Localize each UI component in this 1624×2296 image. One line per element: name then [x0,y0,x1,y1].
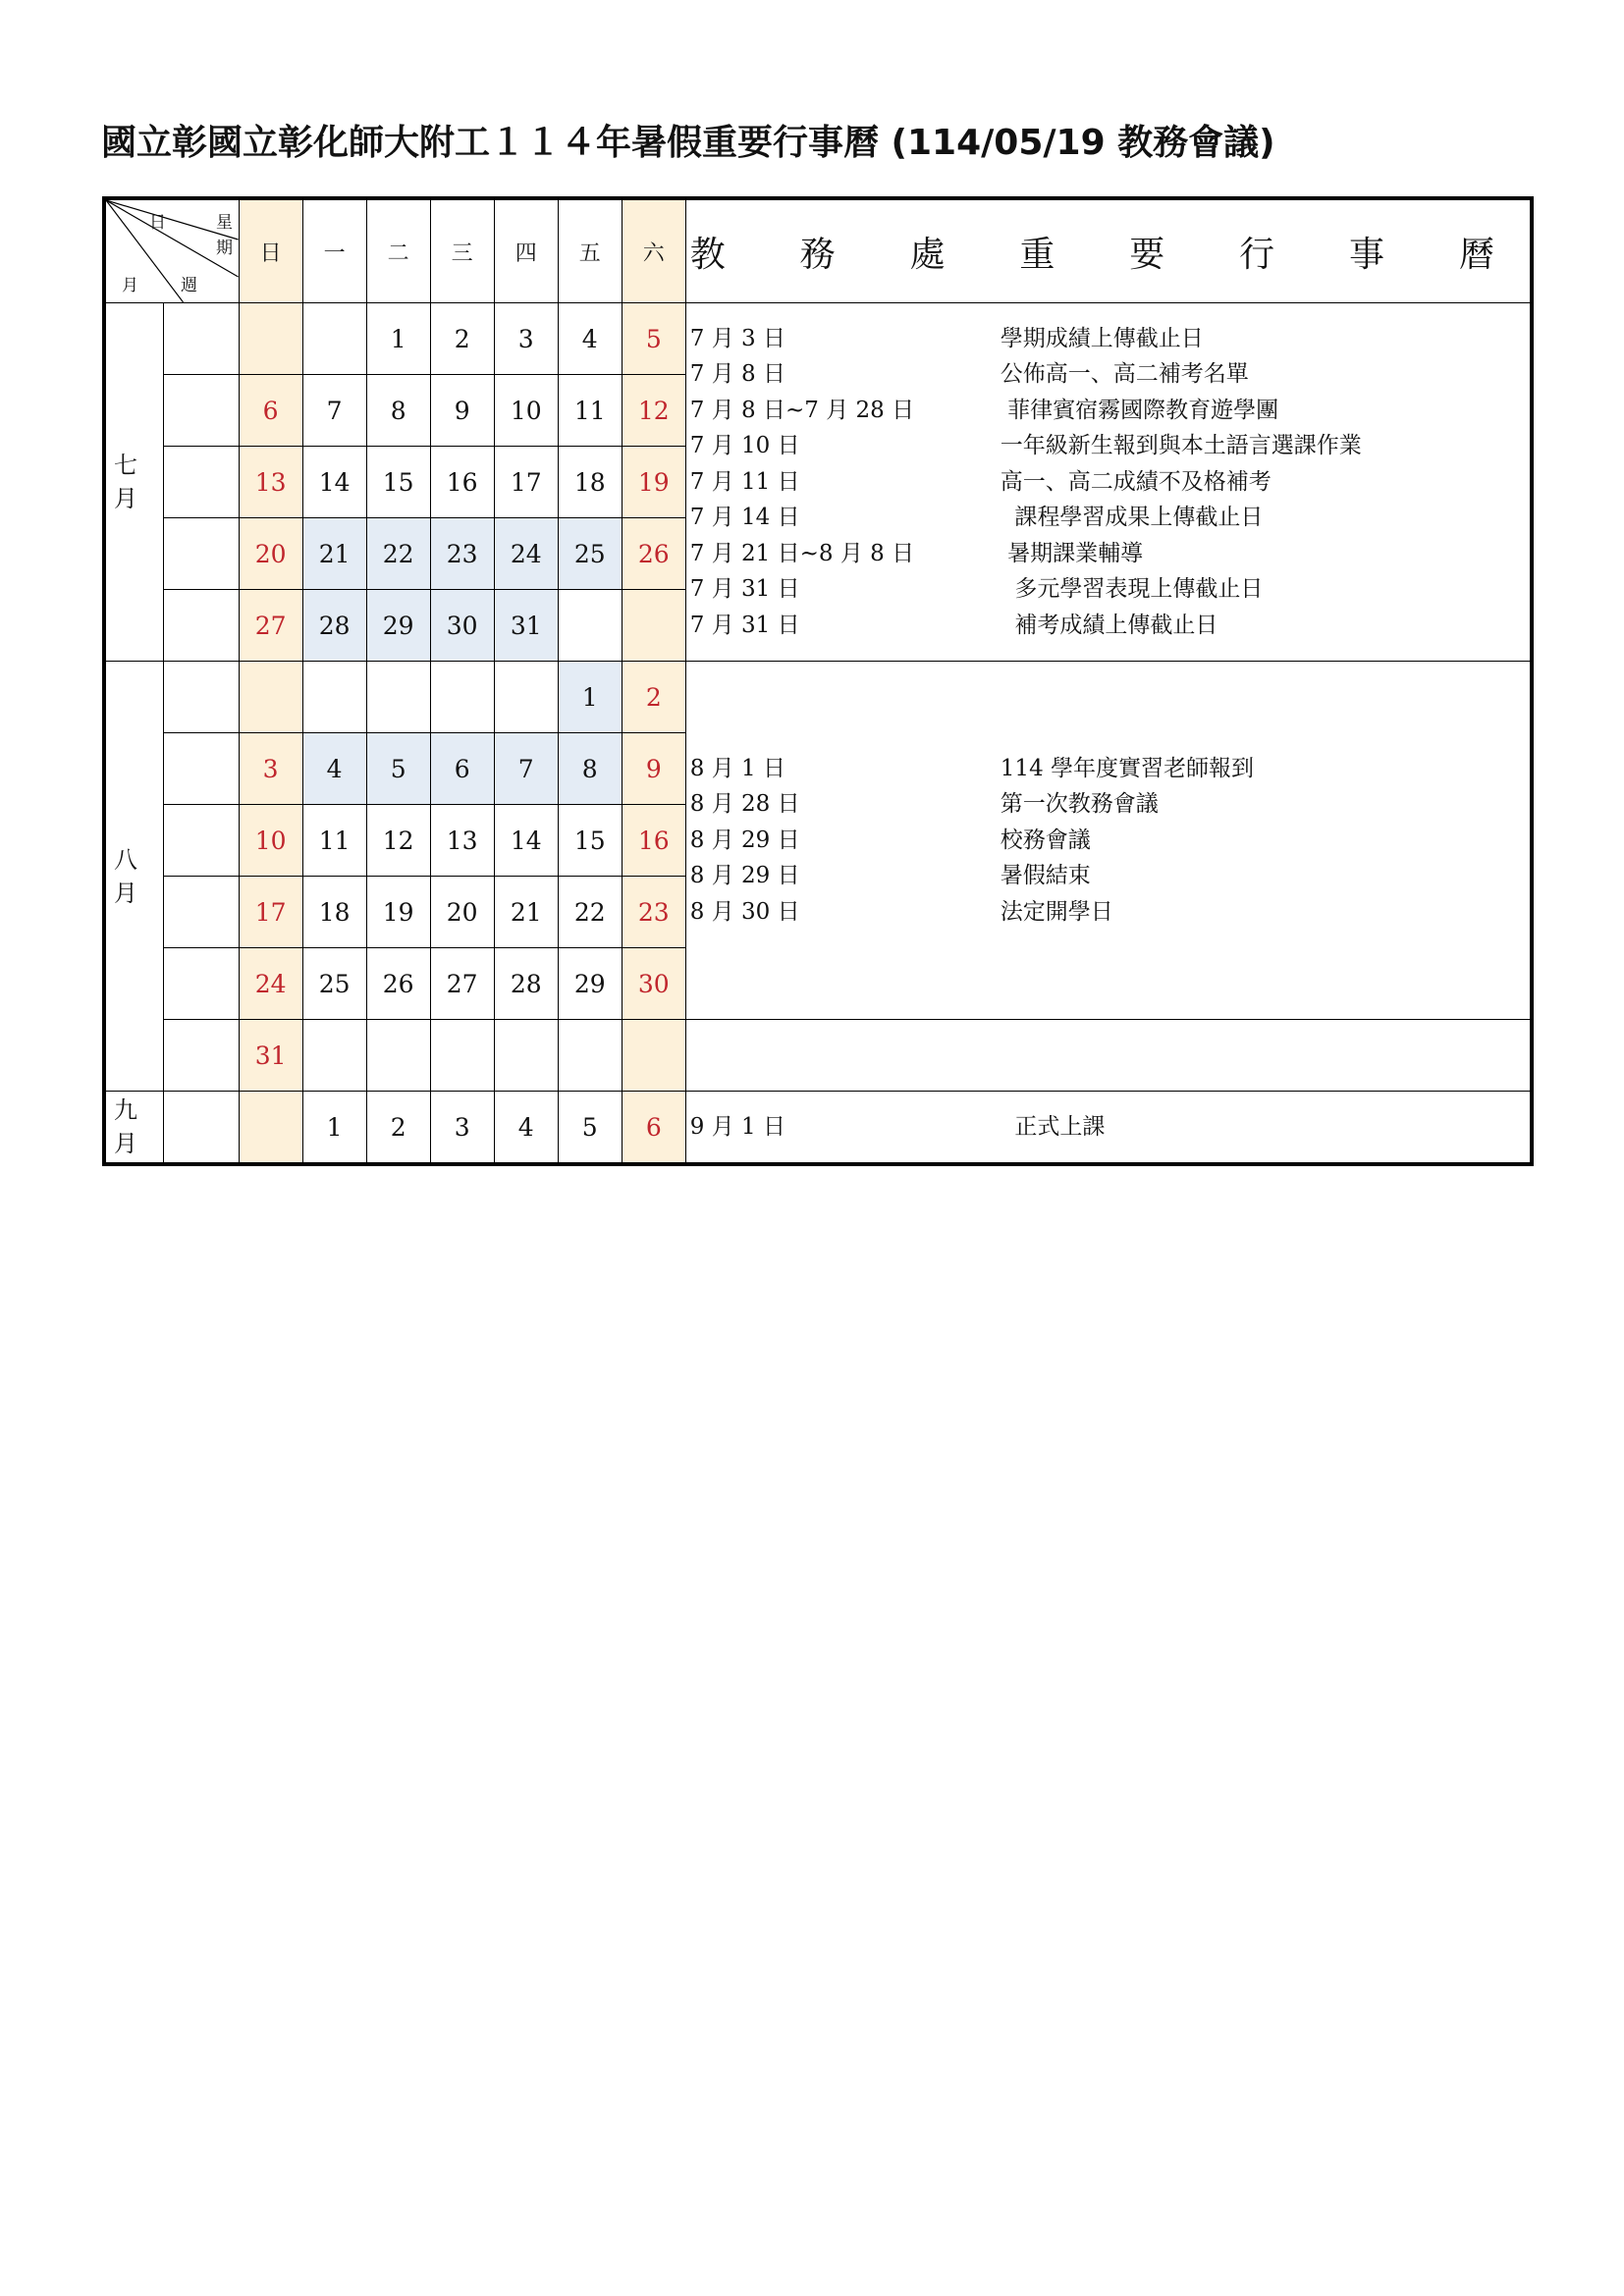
event-item [690,1109,1530,1146]
month-label: 九 月 [104,1092,163,1165]
day-cell: 22 [366,518,430,590]
week-row [104,303,1532,375]
day-cell: 4 [302,733,366,805]
day-cell: 4 [558,303,622,375]
event-item [690,858,1530,894]
day-cell [239,662,302,733]
day-cell: 28 [494,948,558,1020]
day-cell [302,1020,366,1092]
event-text: 暑期課業輔導 [1000,540,1144,566]
day-cell: 5 [558,1092,622,1165]
day-cell: 8 [558,733,622,805]
event-date: 7 月 3 日 [689,325,785,351]
day-cell: 2 [430,303,494,375]
day-cell: 25 [302,948,366,1020]
day-cell: 14 [494,805,558,877]
day-cell: 1 [558,662,622,733]
events-cell [685,1020,1532,1092]
day-cell: 17 [494,447,558,518]
event-item [690,751,1530,787]
day-cell [366,1020,430,1092]
events-header-char: 重 [1019,234,1056,275]
day-cell [302,303,366,375]
week-row [104,1092,1532,1165]
events-header-char: 事 [1349,234,1385,275]
event-item [690,571,1530,608]
day-cell: 31 [239,1020,302,1092]
week-number-cell [163,518,239,590]
day-cell: 15 [366,447,430,518]
day-cell: 29 [558,948,622,1020]
day-cell: 10 [494,375,558,447]
day-cell [239,1092,302,1165]
weekday-header: 一 [302,198,366,303]
event-date: 7 月 10 日 [689,433,800,459]
event-item [690,823,1530,859]
day-cell: 6 [430,733,494,805]
day-cell: 20 [430,877,494,948]
day-cell: 20 [239,518,302,590]
weekday-header: 六 [622,198,685,303]
corner-cell [104,198,239,303]
day-cell: 3 [430,1092,494,1165]
day-cell: 12 [622,375,685,447]
day-cell: 22 [558,877,622,948]
day-cell: 9 [430,375,494,447]
day-cell: 10 [239,805,302,877]
day-cell: 24 [239,948,302,1020]
day-cell: 18 [302,877,366,948]
day-cell: 7 [494,733,558,805]
day-cell: 5 [622,303,685,375]
day-cell: 7 [302,375,366,447]
day-cell: 16 [622,805,685,877]
week-number-cell [163,1020,239,1092]
events-cell [685,303,1532,662]
day-cell: 6 [239,375,302,447]
day-cell: 12 [366,805,430,877]
day-cell [558,590,622,662]
event-date: 7 月 11 日 [689,468,800,495]
event-text: 課程學習成果上傳截止日 [1000,505,1264,531]
event-item [690,428,1530,464]
day-cell [494,1020,558,1092]
week-number-cell [163,447,239,518]
corner-month-label: 月 [122,276,138,295]
weekday-header: 日 [239,198,302,303]
day-cell: 15 [558,805,622,877]
event-date: 9 月 1 日 [689,1113,785,1140]
day-cell: 21 [302,518,366,590]
day-cell [558,1020,622,1092]
events-header-char: 要 [1129,234,1165,275]
event-text: 正式上課 [1000,1113,1106,1140]
event-date: 7 月 21 日~8 月 8 日 [689,540,915,566]
events-header [685,198,1532,303]
week-number-cell [163,1092,239,1165]
day-cell: 19 [366,877,430,948]
event-text: 菲律賓宿霧國際教育遊學團 [1000,397,1279,423]
day-cell [430,662,494,733]
weekday-header: 三 [430,198,494,303]
day-cell: 16 [430,447,494,518]
day-cell [622,1020,685,1092]
event-text: 暑假結束 [1000,863,1091,889]
events-cell [685,662,1532,1020]
events-header-char: 處 [909,234,946,275]
event-date: 7 月 14 日 [689,505,800,531]
event-text: 公佈高一、高二補考名單 [1000,361,1249,388]
day-cell: 5 [366,733,430,805]
event-date: 8 月 1 日 [689,755,785,781]
day-cell: 23 [622,877,685,948]
event-item [690,608,1530,644]
week-number-cell [163,303,239,375]
month-label: 七 月 [104,303,163,662]
day-cell: 2 [622,662,685,733]
corner-week-label: 週 [181,276,197,295]
day-cell: 19 [622,447,685,518]
day-cell: 6 [622,1092,685,1165]
day-cell: 27 [239,590,302,662]
day-cell: 21 [494,877,558,948]
day-cell [494,662,558,733]
event-date: 7 月 31 日 [689,576,800,603]
corner-weekday-label-1: 星 [216,213,233,233]
event-item [690,356,1530,393]
day-cell: 1 [302,1092,366,1165]
week-number-cell [163,948,239,1020]
event-date: 8 月 30 日 [689,898,800,925]
week-number-cell [163,662,239,733]
day-cell: 11 [558,375,622,447]
day-cell [239,303,302,375]
event-text: 法定開學日 [1000,898,1113,925]
corner-weekday-label-2: 期 [216,239,233,258]
day-cell [622,590,685,662]
events-header-char: 教 [689,234,726,275]
day-cell: 29 [366,590,430,662]
event-item [690,786,1530,823]
events-header-char: 曆 [1458,234,1494,275]
day-cell: 13 [239,447,302,518]
event-item [690,393,1530,429]
day-cell: 3 [239,733,302,805]
event-item [690,536,1530,572]
event-text: 學期成績上傳截止日 [1000,325,1204,351]
corner-day-label: 日 [149,213,166,233]
day-cell: 26 [366,948,430,1020]
week-number-cell [163,590,239,662]
event-date: 8 月 29 日 [689,827,800,853]
weekday-header: 二 [366,198,430,303]
week-number-cell [163,375,239,447]
week-number-cell [163,877,239,948]
event-item [690,321,1530,357]
weekday-header: 五 [558,198,622,303]
day-cell: 30 [430,590,494,662]
day-cell [430,1020,494,1092]
day-cell: 28 [302,590,366,662]
day-cell [366,662,430,733]
calendar-table [102,196,1534,1166]
day-cell: 26 [622,518,685,590]
events-header-char: 務 [799,234,836,275]
event-text: 補考成績上傳截止日 [1000,612,1218,638]
event-date: 7 月 8 日 [689,361,785,388]
page-title: 國立彰國立彰化師大附工１１４年暑假重要行事曆 (114/05/19 教務會議) [101,123,1275,163]
week-number-cell [163,733,239,805]
events-cell [685,1092,1532,1165]
day-cell: 23 [430,518,494,590]
week-number-cell [163,805,239,877]
day-cell: 3 [494,303,558,375]
event-text: 高一、高二成績不及格補考 [1000,468,1272,495]
day-cell: 30 [622,948,685,1020]
day-cell: 18 [558,447,622,518]
day-cell: 8 [366,375,430,447]
day-cell: 9 [622,733,685,805]
events-header-char: 行 [1239,234,1275,275]
event-date: 7 月 31 日 [689,612,800,638]
day-cell: 1 [366,303,430,375]
day-cell: 4 [494,1092,558,1165]
event-item [690,464,1530,501]
weekday-header: 四 [494,198,558,303]
event-date: 8 月 28 日 [689,791,800,818]
day-cell: 31 [494,590,558,662]
event-text: 校務會議 [1000,827,1091,853]
header-row [104,198,1532,303]
event-date: 7 月 8 日~7 月 28 日 [689,397,915,423]
event-text: 多元學習表現上傳截止日 [1000,576,1264,603]
day-cell: 17 [239,877,302,948]
event-text: 第一次教務會議 [1000,791,1159,818]
day-cell: 13 [430,805,494,877]
day-cell: 14 [302,447,366,518]
week-row [104,662,1532,733]
day-cell [302,662,366,733]
event-text: 一年級新生報到與本土語言選課作業 [1000,433,1362,459]
week-row [104,1020,1532,1092]
day-cell: 25 [558,518,622,590]
event-item [690,894,1530,931]
event-text: 114 學年度實習老師報到 [1000,755,1255,781]
month-label: 八 月 [104,662,163,1092]
event-date: 8 月 29 日 [689,863,800,889]
day-cell: 24 [494,518,558,590]
day-cell: 27 [430,948,494,1020]
event-item [690,500,1530,536]
day-cell: 11 [302,805,366,877]
day-cell: 2 [366,1092,430,1165]
